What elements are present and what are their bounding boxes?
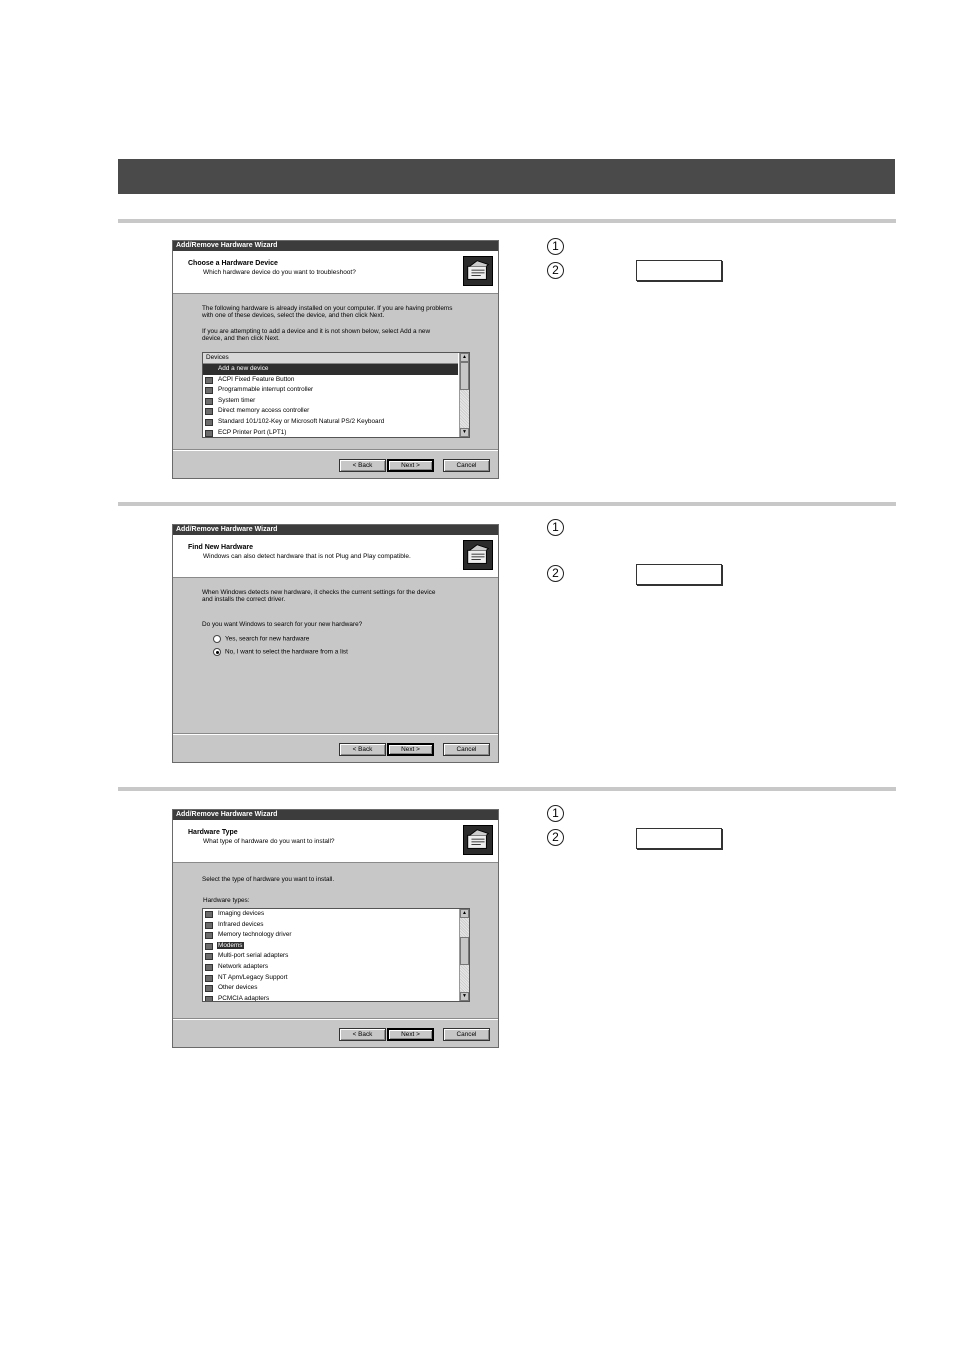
list-item[interactable]: System timer bbox=[203, 396, 458, 407]
wizard-subheading: Windows can also detect hardware that is not Plug and Play compatible. bbox=[203, 553, 411, 560]
button-separator bbox=[173, 1018, 498, 1020]
imaging-device-icon bbox=[205, 911, 213, 918]
devices-listbox[interactable] bbox=[202, 352, 470, 438]
wizard-hardware-type bbox=[172, 809, 499, 1048]
info-text-line: If you are attempting to add a device and it is not shown below, select Add a new bbox=[202, 328, 431, 335]
radio-button-icon[interactable] bbox=[213, 635, 221, 643]
hardware-wizard-icon bbox=[463, 540, 493, 570]
section-header-bar bbox=[118, 159, 895, 194]
step-button-placeholder bbox=[636, 260, 722, 281]
keyboard-icon bbox=[205, 419, 213, 426]
device-icon bbox=[205, 408, 213, 415]
other-device-icon bbox=[205, 985, 213, 992]
step-button-placeholder bbox=[636, 564, 722, 585]
back-button[interactable]: < Back bbox=[339, 459, 386, 472]
button-separator bbox=[173, 733, 498, 735]
list-item[interactable]: PCMCIA adapters bbox=[203, 994, 458, 1002]
scroll-down-arrow-icon[interactable]: ▼ bbox=[460, 428, 469, 437]
step-number-1: 1 bbox=[547, 238, 564, 255]
scrollbar-thumb[interactable] bbox=[460, 362, 469, 390]
legacy-support-icon bbox=[205, 975, 213, 982]
radio-button-selected-icon[interactable] bbox=[213, 648, 221, 656]
infrared-device-icon bbox=[205, 922, 213, 929]
wizard-heading: Hardware Type bbox=[188, 829, 238, 836]
step-number-2: 2 bbox=[547, 565, 564, 582]
back-button[interactable]: < Back bbox=[339, 1028, 386, 1041]
wizard-find-new-hardware bbox=[172, 524, 499, 763]
scroll-down-arrow-icon[interactable]: ▼ bbox=[460, 992, 469, 1001]
list-item[interactable]: Infrared devices bbox=[203, 920, 458, 931]
list-item[interactable]: Network adapters bbox=[203, 962, 458, 973]
device-icon bbox=[205, 377, 213, 384]
hardware-wizard-icon bbox=[463, 825, 493, 855]
list-item[interactable]: Programmable interrupt controller bbox=[203, 385, 458, 396]
instruction-text: Select the type of hardware you want to install. bbox=[202, 876, 335, 883]
list-item[interactable]: NT Apm/Legacy Support bbox=[203, 973, 458, 984]
list-item[interactable]: Standard 101/102-Key or Microsoft Natural PS/2 Keyboard bbox=[203, 417, 458, 428]
section-divider bbox=[118, 219, 896, 223]
radio-no-select-from-list[interactable]: No, I want to select the hardware from a list bbox=[213, 648, 348, 656]
memory-driver-icon bbox=[205, 932, 213, 939]
pcmcia-adapter-icon bbox=[205, 996, 213, 1002]
wizard-subheading: Which hardware device do you want to troubleshoot? bbox=[203, 269, 356, 276]
list-item[interactable]: Modems bbox=[203, 941, 458, 952]
radio-yes-search[interactable]: Yes, search for new hardware bbox=[213, 635, 309, 643]
next-button[interactable]: Next > bbox=[387, 459, 434, 472]
device-icon bbox=[205, 387, 213, 394]
next-button[interactable]: Next > bbox=[387, 743, 434, 756]
cancel-button[interactable]: Cancel bbox=[443, 459, 490, 472]
printer-port-icon bbox=[205, 430, 213, 437]
wizard-heading: Find New Hardware bbox=[188, 544, 253, 551]
scroll-up-arrow-icon[interactable]: ▲ bbox=[460, 909, 469, 918]
list-item[interactable]: Multi-port serial adapters bbox=[203, 951, 458, 962]
scroll-up-arrow-icon[interactable]: ▲ bbox=[460, 353, 469, 362]
wizard-header bbox=[173, 820, 498, 863]
hardware-types-listbox[interactable] bbox=[202, 908, 470, 1002]
search-question: Do you want Windows to search for your new hardware? bbox=[202, 621, 363, 628]
back-button[interactable]: < Back bbox=[339, 743, 386, 756]
device-icon bbox=[205, 398, 213, 405]
window-title: Add/Remove Hardware Wizard bbox=[173, 241, 498, 251]
section-divider bbox=[118, 787, 896, 791]
network-adapter-icon bbox=[205, 964, 213, 971]
wizard-subheading: What type of hardware do you want to install? bbox=[203, 838, 335, 845]
wizard-choose-hardware-device bbox=[172, 240, 499, 479]
next-button[interactable]: Next > bbox=[387, 1028, 434, 1041]
hardware-wizard-icon bbox=[463, 256, 493, 286]
step-number-2: 2 bbox=[547, 829, 564, 846]
step-number-1: 1 bbox=[547, 519, 564, 536]
list-item[interactable]: Memory technology driver bbox=[203, 930, 458, 941]
list-item[interactable]: Direct memory access controller bbox=[203, 406, 458, 417]
list-item[interactable]: Add a new device bbox=[203, 364, 458, 375]
list-item[interactable]: ECP Printer Port (LPT1) bbox=[203, 428, 458, 438]
info-text-line: with one of these devices, select the device, and then click Next. bbox=[202, 312, 385, 319]
list-item[interactable]: Imaging devices bbox=[203, 909, 458, 920]
info-text-line: The following hardware is already installed on your computer. If you are having problems bbox=[202, 305, 453, 312]
window-title: Add/Remove Hardware Wizard bbox=[173, 525, 498, 535]
vertical-scrollbar[interactable] bbox=[459, 353, 469, 437]
serial-adapter-icon bbox=[205, 953, 213, 960]
devices-column-header[interactable]: Devices bbox=[203, 353, 458, 364]
wizard-header bbox=[173, 251, 498, 294]
step-button-placeholder bbox=[636, 828, 722, 849]
step-number-2: 2 bbox=[547, 262, 564, 279]
list-item[interactable]: ACPI Fixed Feature Button bbox=[203, 375, 458, 386]
hardware-types-label: Hardware types: bbox=[203, 897, 250, 904]
info-text-line: device, and then click Next. bbox=[202, 335, 280, 342]
modem-icon bbox=[205, 943, 213, 950]
list-item[interactable]: Other devices bbox=[203, 983, 458, 994]
cancel-button[interactable]: Cancel bbox=[443, 743, 490, 756]
window-title: Add/Remove Hardware Wizard bbox=[173, 810, 498, 820]
wizard-header bbox=[173, 535, 498, 578]
button-separator bbox=[173, 449, 498, 451]
info-text-line: and installs the correct driver. bbox=[202, 596, 286, 603]
cancel-button[interactable]: Cancel bbox=[443, 1028, 490, 1041]
vertical-scrollbar[interactable] bbox=[459, 909, 469, 1001]
scrollbar-thumb[interactable] bbox=[460, 937, 469, 965]
section-divider bbox=[118, 502, 896, 506]
step-number-1: 1 bbox=[547, 805, 564, 822]
info-text-line: When Windows detects new hardware, it checks the current settings for the device bbox=[202, 589, 436, 596]
wizard-heading: Choose a Hardware Device bbox=[188, 260, 278, 267]
